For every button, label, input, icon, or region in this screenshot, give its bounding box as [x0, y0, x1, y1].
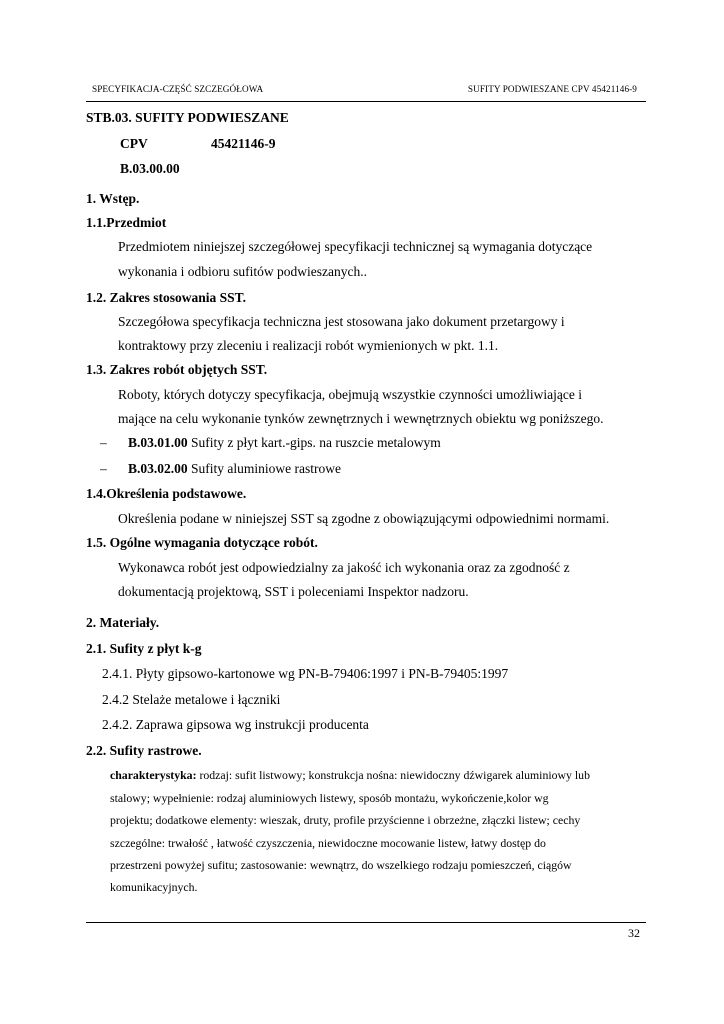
section-1-2-line: kontraktowy przy zleceniu i realizacji robót wymienionych w pkt. 1.1. — [118, 338, 499, 353]
section-1-1-heading: 1.1.Przedmiot — [86, 215, 167, 230]
section-2-1-heading: 2.1. Sufity z płyt k-g — [86, 641, 202, 656]
section-1-5-heading: 1.5. Ogólne wymagania dotyczące robót. — [86, 535, 318, 550]
header-right: SUFITY PODWIESZANE CPV 45421146-9 — [467, 84, 637, 94]
section-1-1-line: wykonania i odbioru sufitów podwieszanych.. — [118, 264, 367, 279]
section-2-2-line: komunikacyjnych. — [110, 880, 198, 894]
section-1-4-heading: 1.4.Określenia podstawowe. — [86, 486, 247, 501]
page-number: 32 — [628, 926, 640, 940]
list-item-text: Sufity z płyt kart.-gips. na ruszcie metalowym — [187, 435, 441, 450]
section-1-3-line: Roboty, których dotyczy specyfikacja, obejmują wszystkie czynności umożliwiające i — [118, 387, 582, 402]
list-item-text: Sufity aluminiowe rastrowe — [187, 461, 341, 476]
stb-title: STB.03. SUFITY PODWIESZANE — [86, 110, 289, 125]
characteristics-label: charakterystyka: — [110, 768, 197, 782]
section-2-2-heading: 2.2. Sufity rastrowe. — [86, 743, 202, 758]
characteristics-text: rodzaj: sufit listwowy; konstrukcja nośna: niewidoczny dźwigarek aluminiowy lub — [196, 768, 590, 782]
section-2-2-line: przestrzeni powyżej sufitu; zastosowanie: wewnątrz, do wszelkiego rodzaju pomieszczeń, ciągów — [110, 858, 572, 872]
list-item-code: B.03.02.00 — [128, 461, 188, 476]
section-2-2-line: szczególne: trwałość , łatwość czyszczenia, niewidoczne mocowanie listew, łatwy dostęp do — [110, 836, 546, 850]
list-item — [128, 435, 441, 451]
material-item: 2.4.2. Zaprawa gipsowa wg instrukcji producenta — [102, 717, 369, 732]
section-1-2-line: Szczegółowa specyfikacja techniczna jest stosowana jako dokument przetargowy i — [118, 314, 565, 329]
section-1-5-line: Wykonawca robót jest odpowiedzialny za jakość ich wykonania oraz za zgodność z — [118, 560, 570, 575]
section-2-heading: 2. Materiały. — [86, 615, 160, 630]
list-dash: – — [100, 461, 107, 476]
section-1-4-line: Określenia podane w niniejszej SST są zgodne z obowiązującymi odpowiednimi normami. — [118, 511, 610, 526]
section-1-5-line: dokumentacją projektową, SST i poleceniami Inspektor nadzoru. — [118, 584, 469, 599]
section-2-2-line — [110, 768, 590, 783]
list-item — [128, 461, 341, 477]
section-1-heading: 1. Wstęp. — [86, 191, 140, 206]
section-1-1-line: Przedmiotem niniejszej szczegółowej specyfikacji technicznej są wymagania dotyczące — [118, 239, 593, 254]
list-item-code: B.03.01.00 — [128, 435, 188, 450]
section-1-3-line: mające na celu wykonanie tynków zewnętrznych i wewnętrznych obiektu wg poniższego. — [118, 411, 604, 426]
material-item: 2.4.2 Stelaże metalowe i łączniki — [102, 692, 281, 707]
header-left: SPECYFIKACJA-CZĘŚĆ SZCZEGÓŁOWA — [92, 84, 264, 94]
cpv-code: 45421146-9 — [211, 136, 276, 151]
section-2-2-line: stalowy; wypełnienie: rodzaj aluminiowych listewy, sposób montażu, wykończenie,kolor wg — [110, 791, 549, 805]
material-item: 2.4.1. Płyty gipsowo-kartonowe wg PN-B-79406:1997 i PN-B-79405:1997 — [102, 666, 509, 681]
section-1-3-heading: 1.3. Zakres robót objętych SST. — [86, 362, 268, 377]
section-2-2-line: projektu; dodatkowe elementy: wieszak, druty, profile przyścienne i obrzeżne, złączki listew; cechy — [110, 813, 581, 827]
spec-code: B.03.00.00 — [120, 161, 180, 176]
cpv-label: CPV — [120, 136, 148, 151]
list-dash: – — [100, 435, 107, 450]
footer-rule — [86, 922, 646, 923]
section-1-2-heading: 1.2. Zakres stosowania SST. — [86, 290, 247, 305]
header-rule — [86, 101, 646, 102]
